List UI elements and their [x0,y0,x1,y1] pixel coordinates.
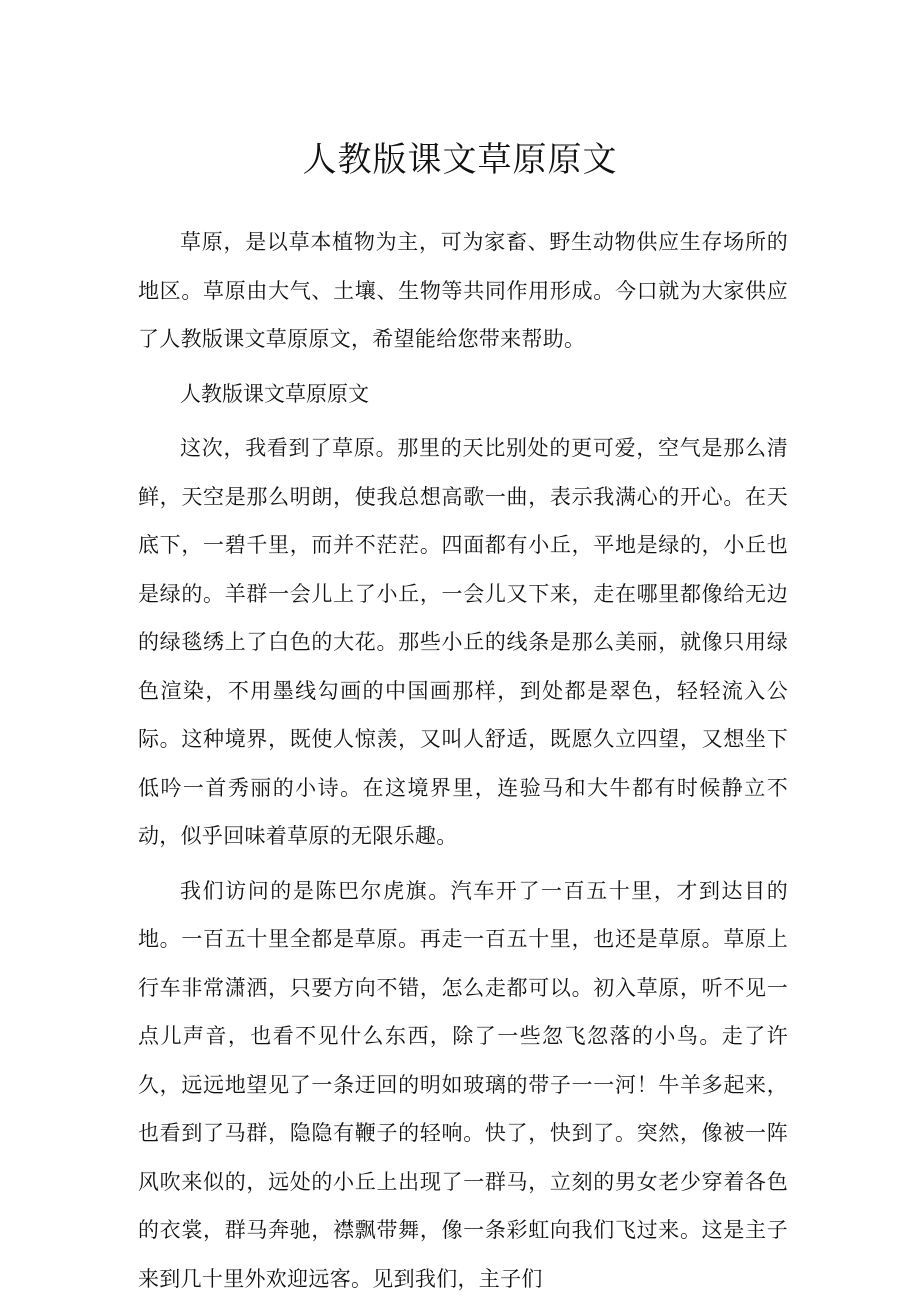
section-subheading: 人教版课文草原原文 [180,381,369,406]
document-body [138,218,788,1309]
document-title: 人教版课文草原原文 [302,140,618,180]
body-paragraph-2: 我们访问的是陈巴尔虎旗。汽车开了一百五十里，才到达目的地。一百五十里全都是草原。再走一百五十里，也还是草原。草原上行车非常潇洒，只要方向不错，怎么走都可以。初入草原，听不见一点儿声音，也看不见什么东西，除了一些忽飞忽落的小鸟。走了许久，远远地望见了一条迂回的明如玻璃的带子一一河！牛羊多起来，也看到了马群，隐隐有鞭子的轻响。快了，快到了。突然，像被一阵风吹来似的，远处的小丘上出现了一群马，立刻的男女老少穿着各色的衣裳，群马奔驰，襟飘带舞，像一条彩虹向我们飞过来。这是主子来到几十里外欢迎远客。见到我们，主子们 [138,878,788,1291]
intro-paragraph: 草原，是以草本植物为主，可为家畜、野生动物供应生存场所的地区。草原由大气、土壤、生物等共同作用形成。今口就为大家供应了人教版课文草原原文，希望能给您带来帮助。 [138,230,788,351]
body-paragraph-1: 这次，我看到了草原。那里的天比别处的更可爱，空气是那么清鲜，天空是那么明朗，使我总想高歌一曲，表示我满心的开心。在天底下，一碧千里，而并不茫茫。四面都有小丘，平地是绿的，小丘也是绿的。羊群一会儿上了小丘，一会儿又下来，走在哪里都像给无边的绿毯绣上了白色的大花。那些小丘的线条是那么美丽，就像只用绿色渲染，不用墨线勾画的中国画那样，到处都是翠色，轻轻流入公际。这种境界，既使人惊羡，又叫人舒适，既愿久立四望，又想坐下低吟一首秀丽的小诗。在这境界里，连验马和大牛都有时候静立不动，似乎回味着草原的无限乐趣。 [138,436,788,848]
